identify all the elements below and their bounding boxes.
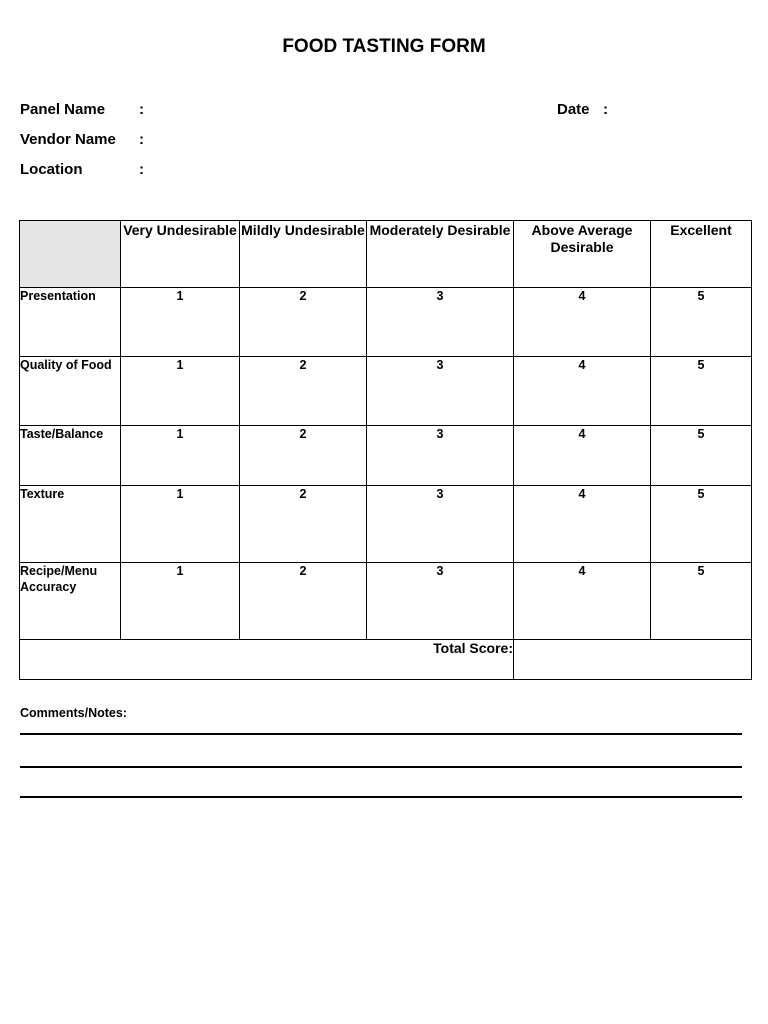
score-cell[interactable]: 1	[121, 288, 240, 357]
panel-name-colon: :	[139, 101, 144, 118]
table-row	[20, 357, 752, 426]
score-cell[interactable]: 1	[121, 357, 240, 426]
score-cell[interactable]: 3	[367, 486, 514, 563]
column-header: Very Undesirable	[121, 221, 240, 288]
table-row	[20, 288, 752, 357]
row-label: Quality of Food	[20, 357, 121, 426]
panel-name-label: Panel Name	[20, 101, 106, 118]
row-label: Texture	[20, 486, 121, 563]
score-cell[interactable]: 1	[121, 486, 240, 563]
column-header: Above Average Desirable	[514, 221, 651, 288]
table-row	[20, 426, 752, 486]
score-cell[interactable]: 3	[367, 426, 514, 486]
table-row	[20, 486, 752, 563]
row-label: Presentation	[20, 288, 121, 357]
score-cell[interactable]: 4	[514, 563, 651, 640]
column-header: Moderately Desirable	[367, 221, 514, 288]
column-header: Mildly Undesirable	[240, 221, 367, 288]
score-cell[interactable]: 2	[240, 288, 367, 357]
score-cell[interactable]: 3	[367, 563, 514, 640]
table-corner-cell	[20, 221, 121, 288]
location-label: Location	[20, 161, 83, 178]
score-cell[interactable]: 2	[240, 357, 367, 426]
score-cell[interactable]: 2	[240, 426, 367, 486]
comment-line[interactable]	[20, 766, 742, 768]
date-colon: :	[603, 101, 608, 118]
score-cell[interactable]: 2	[240, 563, 367, 640]
score-cell[interactable]: 1	[121, 426, 240, 486]
form-title: FOOD TASTING FORM	[282, 36, 486, 57]
score-cell[interactable]: 5	[651, 563, 752, 640]
score-cell[interactable]: 2	[240, 486, 367, 563]
score-cell[interactable]: 1	[121, 563, 240, 640]
score-cell[interactable]: 5	[651, 486, 752, 563]
total-score-label: Total Score:	[20, 640, 514, 680]
comment-line[interactable]	[20, 733, 742, 735]
score-cell[interactable]: 4	[514, 357, 651, 426]
score-cell[interactable]: 4	[514, 426, 651, 486]
score-cell[interactable]: 5	[651, 357, 752, 426]
vendor-name-label: Vendor Name	[20, 131, 116, 148]
vendor-name-colon: :	[139, 131, 144, 148]
total-score-field[interactable]	[514, 640, 752, 680]
comments-label: Comments/Notes:	[20, 706, 127, 720]
table-row	[20, 563, 752, 640]
location-colon: :	[139, 161, 144, 178]
row-label: Recipe/Menu Accuracy	[20, 563, 121, 640]
row-label: Taste/Balance	[20, 426, 121, 486]
score-cell[interactable]: 5	[651, 288, 752, 357]
score-cell[interactable]: 5	[651, 426, 752, 486]
comment-line[interactable]	[20, 796, 742, 798]
total-score-row	[20, 640, 752, 680]
rating-table	[19, 220, 752, 680]
score-cell[interactable]: 4	[514, 288, 651, 357]
column-header: Excellent	[651, 221, 752, 288]
score-cell[interactable]: 3	[367, 357, 514, 426]
table-header-row	[20, 221, 752, 288]
score-cell[interactable]: 3	[367, 288, 514, 357]
date-label: Date	[557, 101, 590, 118]
score-cell[interactable]: 4	[514, 486, 651, 563]
